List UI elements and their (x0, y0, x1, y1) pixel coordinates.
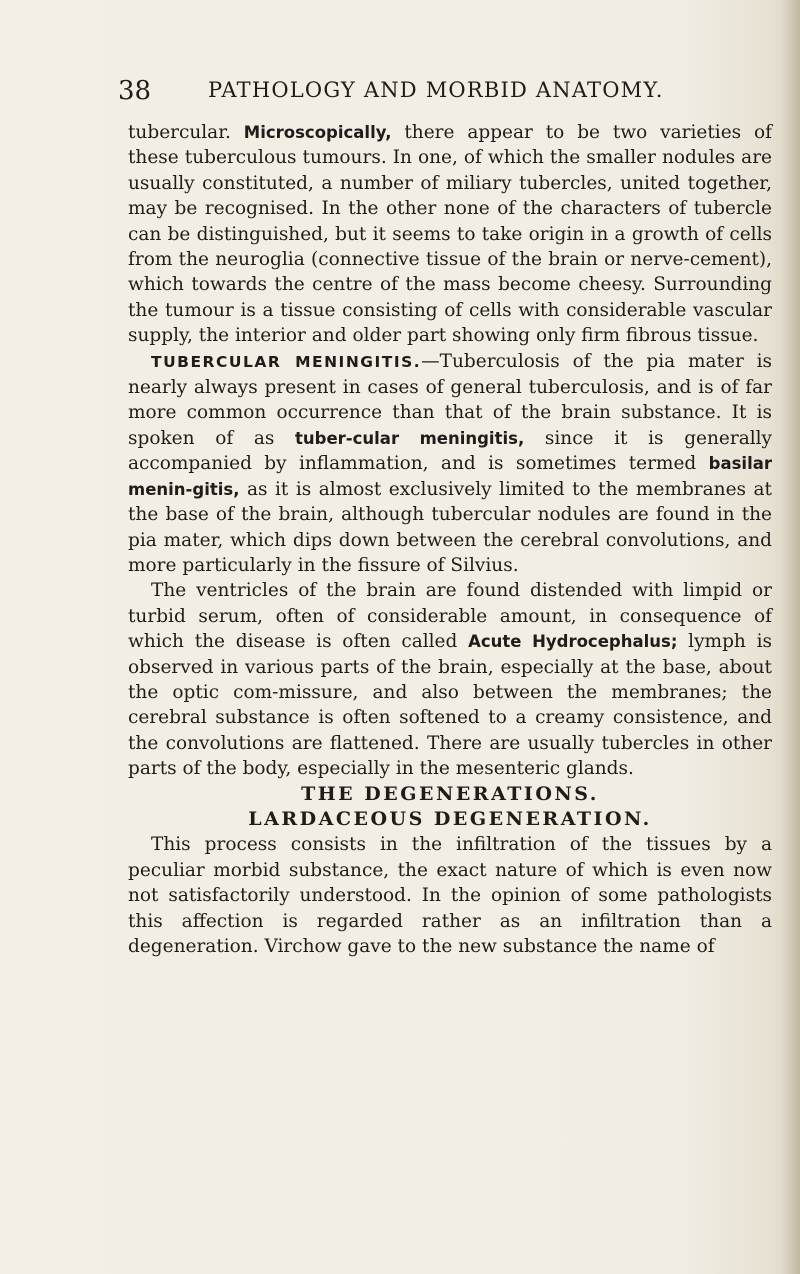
text-run: tubercular. (128, 122, 244, 143)
paragraph-ventricles (128, 578, 772, 781)
text-run: since it is generally accompanied by inflammation, and is sometimes termed (128, 427, 773, 475)
page-number: 38 (118, 76, 152, 106)
bold-term-microscopically: Microscopically, (243, 123, 392, 142)
bold-term-acute-hydrocephalus: Acute Hydrocephalus; (468, 632, 678, 652)
bold-term-basilar-meningitis: basilar menin-gitis, (128, 454, 772, 499)
section-lead-tubercular-meningitis: TUBERCULAR MENINGITIS. (151, 352, 422, 371)
text-run: there appear to be two varieties of these tuberculous tumours. In one, of which the smaller nodules are usually constituted, a number of miliary tubercles, united together, may be recognised. In the other none of the characters of tubercle can be distinguished, but it seems to take origin in a growth of cells from the neuroglia (connective tissue of the brain or nerve-cement), which towards the centre of the mass become cheesy. Surrounding the tumour is a tissue consisting of cells with considerable vascular supply, the interior and older part showing only firm fibrous tissue. (128, 122, 772, 347)
text-run: —Tuberculosis of the pia mater is nearly always present in cases of general tuberculosis, and is of far more common occurrence than that of the brain substance. It is spoken of as (128, 350, 772, 449)
paragraph-tubercular-meningitis (128, 349, 772, 579)
text-run: This process consists in the infiltration of the tissues by a peculiar morbid substance, the exact nature of which is even now not satisfactorily understood. In the opinion of some pathologists this affection is regarded rather as an infiltration than a degeneration. Virchow gave to the new substance the name of (128, 834, 772, 957)
paragraph-lardaceous (128, 832, 772, 959)
page-edge-shadow (782, 0, 800, 1274)
text-run: as it is almost exclusively limited to the membranes at the base of the brain, although tubercular nodules are found in the pia mater, which dips down between the cerebral convolutions, and more particularly in the fissure of Silvius. (128, 478, 772, 576)
text-run: The ventricles of the brain are found distended with limpid or turbid serum, often of considerable amount, in consequence of which the disease is often called (128, 580, 772, 653)
page-body (128, 120, 772, 959)
subsection-heading-lardaceous: LARDACEOUS DEGENERATION. (248, 807, 652, 830)
running-header (118, 76, 758, 112)
section-heading-degenerations: THE DEGENERATIONS. (301, 782, 599, 805)
paragraph-microscopic (128, 120, 772, 349)
running-title: PATHOLOGY AND MORBID ANATOMY. (208, 78, 664, 102)
bold-term-tubercular-meningitis: tuber-cular meningitis, (295, 428, 525, 448)
text-run: lymph is observed in various parts of the brain, especially at the base, about the optic com-missure, and also between the membranes; the cerebral substance is often softened to a creamy consistence, and the convolutions are flattened. There are usually tubercles in other parts of the body, especially in the mesenteric glands. (128, 631, 772, 780)
